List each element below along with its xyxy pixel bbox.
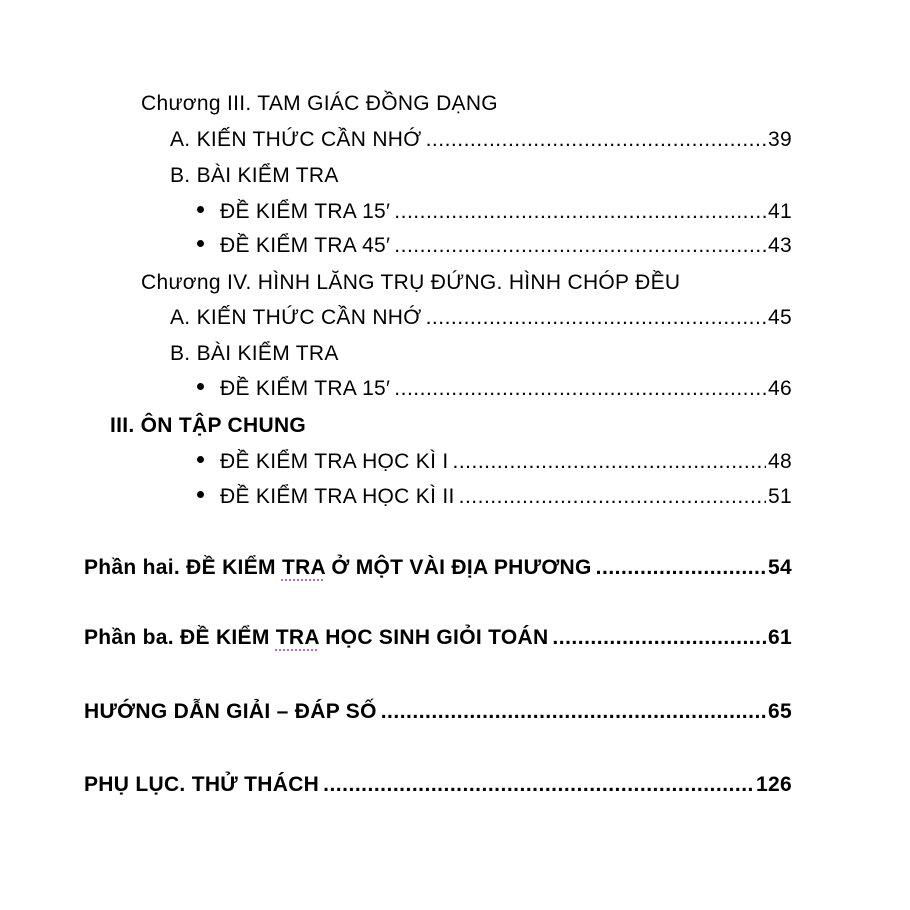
label-text: HỌC SINH GIỎI TOÁN xyxy=(319,626,549,649)
toc-entry-part-3[interactable] xyxy=(84,625,792,651)
dot-leader xyxy=(552,625,766,651)
bullet-icon xyxy=(197,240,204,247)
dot-leader xyxy=(381,699,766,725)
page-number: 46 xyxy=(768,377,792,400)
section-title: III. ÔN TẬP CHUNG xyxy=(110,414,307,437)
entry-label: ĐỀ KIỂM TRA HỌC KÌ II xyxy=(220,485,455,508)
dot-leader xyxy=(459,484,766,510)
page-number: 65 xyxy=(768,700,792,723)
page-number: 48 xyxy=(768,450,792,473)
dot-leader xyxy=(426,127,766,153)
entry-label: ĐỀ KIỂM TRA 45′ xyxy=(220,234,391,257)
toc-entry[interactable] xyxy=(197,199,792,225)
entry-label: A. KIẾN THỨC CẦN NHỚ xyxy=(170,306,422,329)
entry-label: HƯỚNG DẪN GIẢI – ĐÁP SỐ xyxy=(84,700,377,723)
toc-entry[interactable] xyxy=(170,127,792,153)
chapter-3-heading xyxy=(141,91,498,117)
entry-label: PHỤ LỤC. THỬ THÁCH xyxy=(84,773,320,796)
dot-leader xyxy=(453,449,767,475)
bullet-icon xyxy=(197,491,204,498)
section-heading xyxy=(170,341,339,367)
entry-label: ĐỀ KIỂM TRA 15′ xyxy=(220,377,391,400)
section-label: B. BÀI KIỂM TRA xyxy=(170,342,339,365)
toc-entry[interactable] xyxy=(197,233,792,259)
page-number: 39 xyxy=(768,128,792,151)
page-number: 41 xyxy=(768,200,792,223)
bullet-icon xyxy=(197,383,204,390)
entry-label: A. KIẾN THỨC CẦN NHỚ xyxy=(170,128,422,151)
entry-label xyxy=(84,555,592,581)
toc-entry[interactable] xyxy=(197,449,792,475)
section-label: B. BÀI KIỂM TRA xyxy=(170,164,339,187)
toc-entry-answers[interactable] xyxy=(84,699,792,725)
page-number: 54 xyxy=(768,556,792,579)
dot-leader xyxy=(426,305,766,331)
toc-entry-appendix[interactable] xyxy=(84,772,792,798)
bullet-icon xyxy=(197,456,204,463)
page-number: 51 xyxy=(768,485,792,508)
dot-leader xyxy=(394,199,766,225)
toc-entry[interactable] xyxy=(197,484,792,510)
dot-leader xyxy=(323,772,754,798)
label-text: Phần hai. ĐỀ KIỂM xyxy=(84,556,282,579)
dot-leader xyxy=(394,233,766,259)
bullet-icon xyxy=(197,206,204,213)
entry-label xyxy=(84,625,548,651)
page-number: 43 xyxy=(768,234,792,257)
label-text: TRA xyxy=(281,556,326,579)
toc-entry-part-2[interactable] xyxy=(84,555,792,581)
review-heading xyxy=(110,413,306,439)
chapter-title: Chương III. TAM GIÁC ĐỒNG DẠNG xyxy=(141,92,498,115)
toc-entry[interactable] xyxy=(170,305,792,331)
page-number: 45 xyxy=(768,306,792,329)
entry-label: ĐỀ KIỂM TRA 15′ xyxy=(220,200,391,223)
dot-leader xyxy=(394,376,766,402)
chapter-4-heading xyxy=(141,270,680,296)
entry-label: ĐỀ KIỂM TRA HỌC KÌ I xyxy=(220,450,449,473)
page-number: 126 xyxy=(756,773,792,796)
dot-leader xyxy=(596,555,766,581)
label-text: Ở MỘT VÀI ĐỊA PHƯƠNG xyxy=(325,556,592,579)
section-heading xyxy=(170,163,339,189)
label-text: TRA xyxy=(275,626,320,649)
chapter-title: Chương IV. HÌNH LĂNG TRỤ ĐỨNG. HÌNH CHÓP ĐỀU xyxy=(141,271,681,294)
page-number: 61 xyxy=(768,626,792,649)
toc-entry[interactable] xyxy=(197,376,792,402)
label-text: Phần ba. ĐỀ KIỂM xyxy=(84,626,276,649)
